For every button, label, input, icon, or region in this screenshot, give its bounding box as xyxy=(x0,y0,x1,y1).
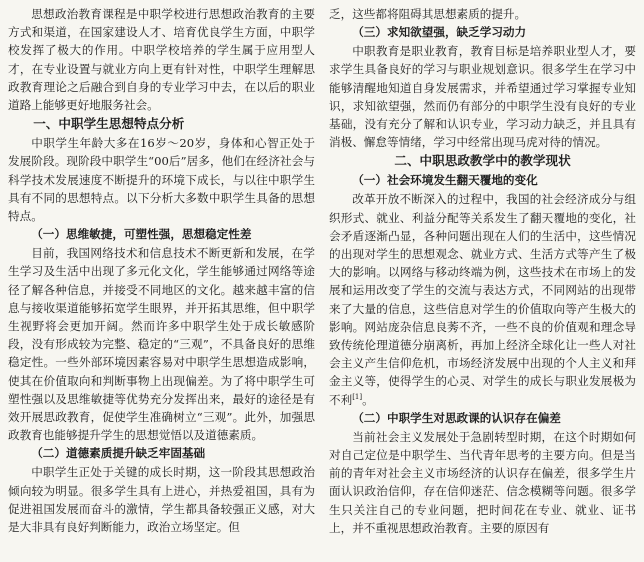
paragraph-cognition: 当前社会主义发展处于急剧转型时期，在这个时期如何对自己定位是中职学生、当代青年思考的主要方向。但是当前的青年对社会主义市场经济的认识存在偏差，很多学生片面认识政治信仰，存在信仰迷茫、信念模糊等问题。很多学生只关注自己的专业问题，把时间花在专业、就业、证书上，并不重视思想政治教育。主要的原因有 xyxy=(329,429,636,535)
subsection-heading-3: （三）求知欲望强，缺乏学习动力 xyxy=(352,25,527,40)
subsection-heading-1: （一）思维敏捷，可塑性强，思想稳定性差 xyxy=(31,227,252,242)
paragraph-intro: 思想政治教育课程是中职学校进行思想政治教育的主要方式和渠道，在国家建设人才、培育优良学生方面，中职学校发挥了极大的作用。中职学校培养的学生属于应用型人才，在专业设置与就业方向上更有针对性，中职学生理解思政教育理论之后融合到自身的专业学习中去，在以后的职业道路上能够更好地服务社会。 xyxy=(8,7,315,113)
paragraph-social-change xyxy=(329,190,636,408)
citation-ref: [1] xyxy=(352,392,363,401)
section-heading-1: 一、中职学生思想特点分析 xyxy=(33,116,185,132)
subsection-heading-4: （一）社会环境发生翻天覆地的变化 xyxy=(352,173,538,188)
paragraph-continued: 乏，这些都将阻碍其思想素质的提升。 xyxy=(329,7,527,21)
paragraph-motivation: 中职教育是职业教育，教育目标是培养职业型人才，要求学生具备良好的学习与职业规划意识。很多学生在学习中能够清醒地知道自身发展需求，并希望通过学习掌握专业知识，求知欲望强，然而仍有部分的中职学生没有良好的专业基础，没有充分了解和认识专业，学习动力缺乏，并且具有消极、懈怠等情绪，学习中经常出现马虎对待的情况。 xyxy=(329,44,636,150)
paragraph-student-age: 中职学生年龄大多在16岁～20岁，身体和心智正处于发展阶段。现阶段中职学生“00后”居多，他们在经济社会与科学技术发展速度不断提升的环境下成长，与以往中职学生具有不同的思想特点。以下分析大多数中职学生具备的思想特点。 xyxy=(8,136,315,224)
subsection-heading-2: （二）道德素质提升缺乏牢固基础 xyxy=(31,446,206,461)
paragraph-morality: 中职学生正处于关键的成长时期，这一阶段其思想政治倾向较为明显。很多学生具有上进心，并热爱祖国，具有为促进祖国发展而奋斗的激情，学生都具备较强正义感，对大是大非具有良好判断能力，政治立场坚定。但 xyxy=(8,465,315,535)
section-heading-2: 二、中职思政教学中的教学现状 xyxy=(394,153,571,169)
paragraph-social-change-end: 。 xyxy=(362,392,374,407)
right-column xyxy=(329,5,636,562)
paragraph-thinking: 目前，我国网络技术和信息技术不断更新和发展，在学生学习及生活中出现了多元化文化，学生能够通过网络等途径了解各种信息，并接受不同地区的文化。越来越丰富的信息与接收渠道能够拓宽学生眼界，并开拓其思维，但中职学生视野将会更加开阔。然而许多中职学生处于成长敏感阶段，没有形成较为完整、稳定的“三观”，不具备良好的思维稳定性。一些外部环境因素容易对中职学生思想造成影响，使其在价值取向和判断事物上出现偏差。为了将中职学生可塑性强以及思维敏捷等优势充分发挥出来，最好的途径是有效开展思政教育，促使学生准确树立“三观”。此外，加强思政教育也能够提升学生的思想觉悟以及道德素质。 xyxy=(8,246,315,443)
subsection-heading-5: （二）中职学生对思政课的认识存在偏差 xyxy=(352,410,561,425)
paragraph-social-change-text: 改革开放不断深入的过程中，我国的社会经济成分与组织形式、就业、利益分配等关系发生了翻天覆地的变化，社会矛盾逐渐凸显，各种问题出现在人们的生活中，这些情况的出现对学生的思想观念、就业方式、生活方式等产生了极大的影响。以网络与移动终端为例，这些技术在市场上的发展和运用改变了学生的交流与表达方式，不同网站的出现带来了大量的信息，这些信息对学生的价值取向等产生极大的影响。网站庞杂信息良莠不齐，一些不良的价值观和理念导致传统伦理道德分崩离析，再加上经济全球化让一些人对社会主义产生信仰危机，市场经济发展中出现的个人主义和拜金主义等，使得学生的心灵、对学生的成长与职业发展极为不利 xyxy=(329,192,636,407)
left-column xyxy=(8,5,315,562)
